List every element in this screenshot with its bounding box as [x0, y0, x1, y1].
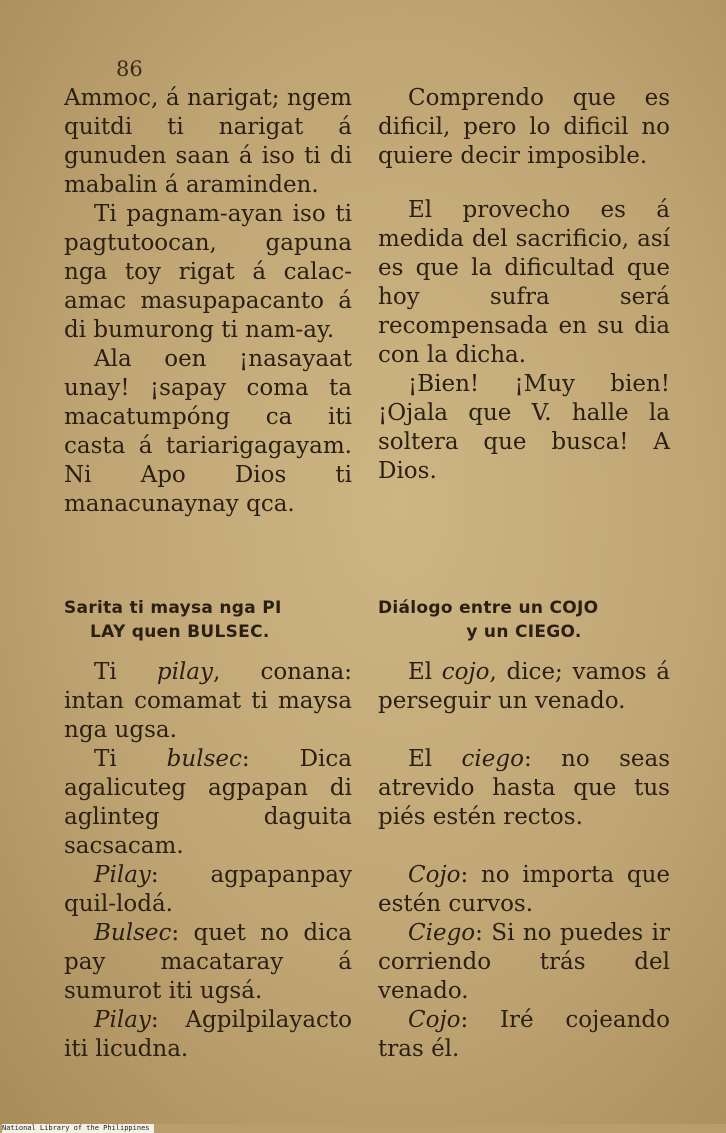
paragraph: Ti pagnam-ayan iso ti pagtutoocan, gapuna nga toy rigat á calac-amac masupapacanto á di bumurong ti nam-ay.	[64, 201, 352, 343]
dialogue-line: El ciego: no seas atrevido hasta que tus piés estén rectos.	[378, 746, 670, 830]
paragraph: Ammoc, á narigat; ngem quitdi ti narigat á gunuden saan á iso ti di mabalin á araminden.	[64, 85, 352, 198]
paragraph: El provecho es á medida del sacrificio, así es que la dificultad que hoy sufra será recompensada en su dia con la dicha.	[378, 197, 670, 368]
dialogue-line: Ciego: Si no puedes ir corriendo trás del venado.	[378, 920, 670, 1004]
heading-line: LAY quen BULSEC.	[90, 622, 270, 642]
ilocano-text-top	[64, 84, 352, 519]
paragraph: Comprendo que es dificil, pero lo dificil no quiere decir imposible.	[378, 85, 670, 169]
library-credit: National Library of the Philippines	[2, 1124, 154, 1133]
dialogue-line: Pilay: agpapanpay quil-lodá.	[64, 862, 352, 917]
ilocano-dialogue	[64, 658, 352, 1064]
paragraph: ¡Bien! ¡Muy bien! ¡Ojala que V. halle la soltera que busca! A Dios.	[378, 371, 670, 484]
dialogue-line: Pilay: Agpilpilayacto iti licudna.	[64, 1007, 352, 1062]
dialogue-line: Ti bulsec: Dica agalicuteg agpapan di aglinteg daguita sacsacam.	[64, 746, 352, 859]
spanish-dialogue	[378, 658, 670, 1064]
dialogue-line: Bulsec: quet no dica pay macataray á sumurot iti ugsá.	[64, 920, 352, 1004]
dialogue-line: Cojo: Iré cojeando tras él.	[378, 1007, 670, 1062]
spanish-text-top	[378, 84, 670, 486]
dialogue-line: Cojo: no importa que estén curvos.	[378, 862, 670, 917]
dialogue-line: El cojo, dice; vamos á perseguir un venado.	[378, 659, 670, 714]
spanish-dialogue-heading	[378, 596, 670, 644]
heading-line: y un CIEGO.	[466, 622, 582, 642]
dialogue-line: Ti pilay, conana: intan comamat ti maysa nga ugsa.	[64, 659, 352, 743]
page-number: 86	[116, 57, 143, 81]
paragraph: Ala oen ¡nasayaat unay! ¡sapay coma ta macatumpóng ca iti casta á tariarigagayam. Ni Apo Dios ti manacunaynay qca.	[64, 346, 352, 517]
ilocano-dialogue-heading	[64, 596, 352, 644]
heading-line: Diálogo entre un COJO	[378, 598, 599, 618]
heading-line: Sarita ti maysa nga PI	[64, 598, 282, 618]
